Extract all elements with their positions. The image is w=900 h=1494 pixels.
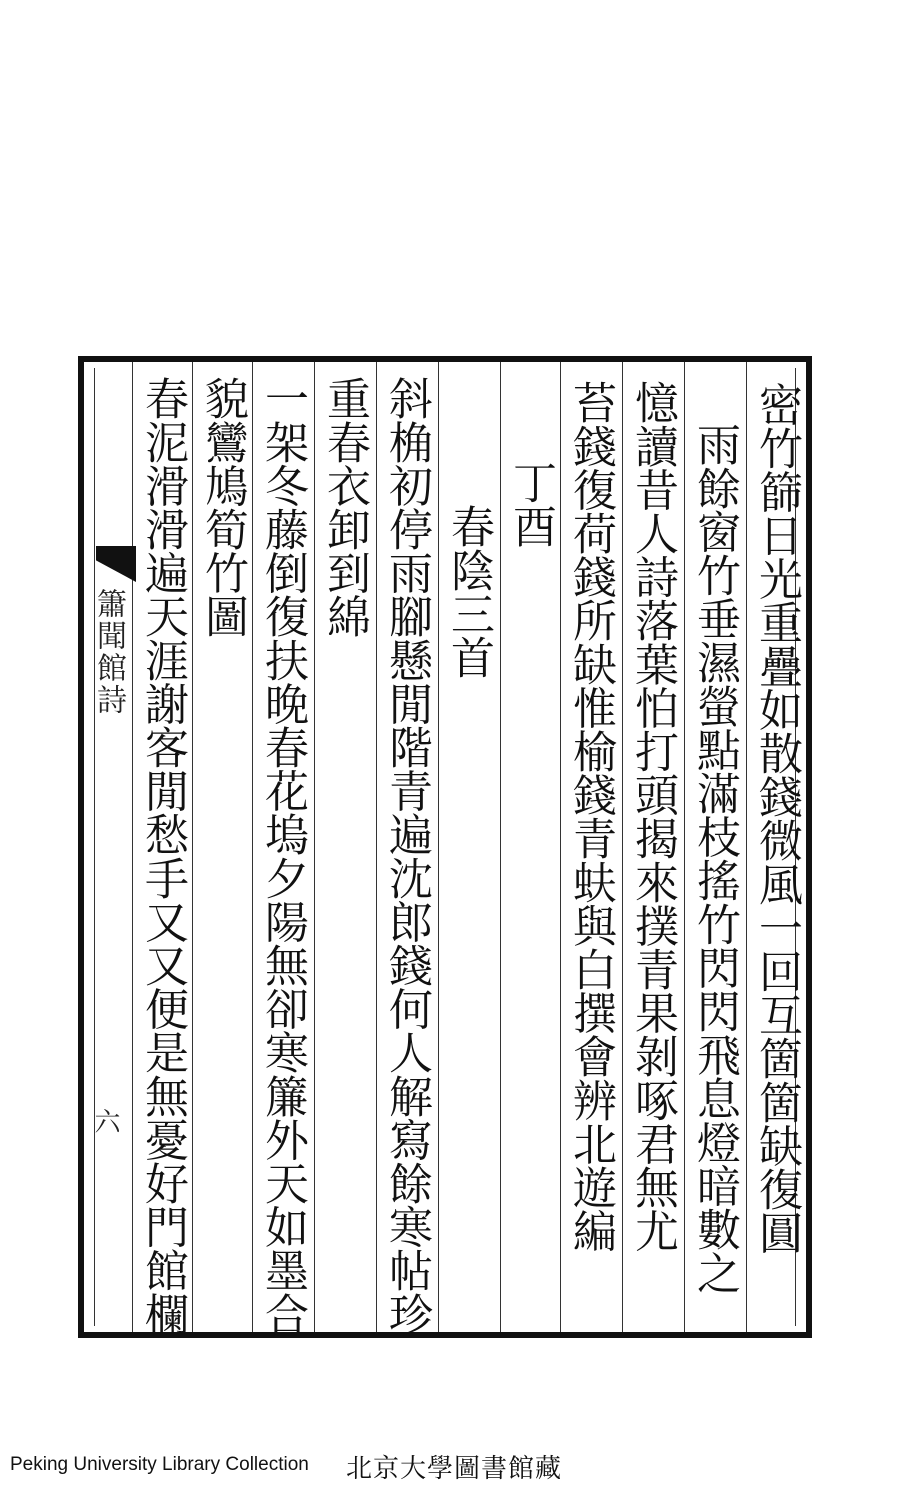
collection-credit-en: Peking University Library Collection — [10, 1454, 309, 1475]
text-column-1: 密竹篩日光重疊如散錢微風一回互箇箇缺復圓 — [751, 382, 802, 1255]
column-rule — [684, 362, 685, 1332]
center-gutter — [88, 362, 133, 1332]
column-rule — [192, 362, 193, 1332]
text-column-9: 一架冬藤倒復扶晚春花塢夕陽無卻寒簾外天如墨合 — [257, 376, 308, 1336]
text-column-10: 貌鸞鳩筍竹圖 — [197, 376, 248, 638]
column-rule — [560, 362, 561, 1332]
column-rule — [438, 362, 439, 1332]
column-rule — [746, 362, 747, 1332]
column-rule — [314, 362, 315, 1332]
page-number: 六 — [90, 1108, 120, 1134]
column-rule — [500, 362, 501, 1332]
year-heading: 丁酉 — [505, 460, 556, 548]
collection-credit-zh: 北京大學圖書館藏 — [346, 1454, 563, 1484]
column-rule — [622, 362, 623, 1332]
text-column-8: 重春衣卸到綿 — [319, 376, 370, 638]
text-column-11: 春泥滑滑遍天涯謝客閒愁手又又便是無憂好門館欄 — [137, 376, 188, 1336]
text-column-3: 憶讀昔人詩落葉怕打頭揭來撲青果剝啄君無尤 — [627, 380, 678, 1253]
column-rule — [376, 362, 377, 1332]
text-column-7: 斜桷初停雨腳懸閒階青遍沈郎錢何人解寫餘寒帖珍 — [381, 376, 432, 1336]
column-rule — [252, 362, 253, 1332]
book-title: 簫聞館詩 — [91, 588, 126, 716]
poem-title: 春陰三首 — [443, 504, 494, 679]
text-column-2: 雨餘窗竹垂濕螢點滿枝搖竹閃閃飛息燈暗數之 — [689, 422, 740, 1295]
text-column-4: 苔錢復荷錢所缺惟榆錢青蚨與白撰會辨北遊編 — [565, 380, 616, 1253]
